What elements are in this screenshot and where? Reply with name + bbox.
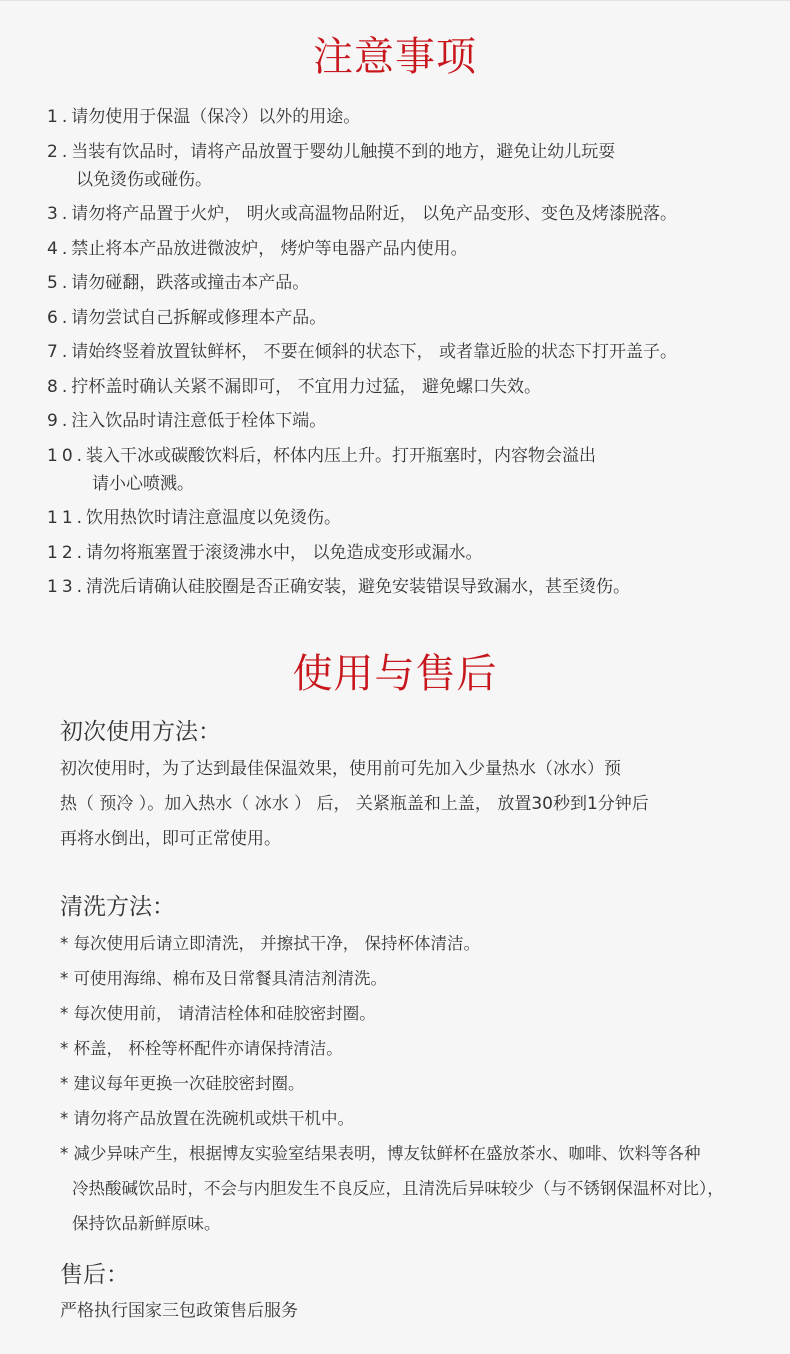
note-text: 请勿使用于保温（保冷）以外的用途。 xyxy=(71,107,361,127)
note-item xyxy=(47,103,777,131)
note-text: 请勿将瓶塞置于滚烫沸水中， 以免造成变形或漏水。 xyxy=(86,542,483,563)
first-use-heading: 初次使用方法： xyxy=(60,719,221,745)
note-item xyxy=(47,304,777,332)
note-text: 请勿碰翻，跌落或撞击本产品。 xyxy=(71,273,310,293)
first-use-line: 再将水倒出，即可正常使用。 xyxy=(60,829,281,849)
note-number: 8. xyxy=(47,376,72,397)
note-number: 6. xyxy=(47,307,72,328)
cleaning-item xyxy=(60,1031,785,1066)
note-text: 请勿将产品置于火炉， 明火或高温物品附近， 以免产品变形、变色及烤漆脱落。 xyxy=(71,204,678,224)
cleaning-text: 每次使用后请立即清洗， 并擦拭干净， 保持杯体清洁。 xyxy=(73,934,480,953)
note-number: 12. xyxy=(47,542,87,563)
first-use-line: 初次使用时，为了达到最佳保温效果，使用前可先加入少量热水（冰水）预 xyxy=(60,759,621,779)
note-number: 9. xyxy=(47,411,72,431)
cleaning-text-continued: 冷热酸碱饮品时，不会与内胆发生不良反应，且清洗后异味较少（与不锈钢保温杯对比）， xyxy=(72,1179,724,1198)
note-text-continued: 请小心喷溅。 xyxy=(92,473,194,494)
note-number: 7. xyxy=(47,342,72,362)
note-item xyxy=(47,138,777,194)
usage-section-title: 使用与售后 xyxy=(292,651,498,697)
cleaning-text: 请勿将产品放置在洗碗机或烘干机中。 xyxy=(73,1109,354,1128)
cleaning-item xyxy=(60,1136,785,1241)
cleaning-text: 杯盖， 杯栓等杯配件亦请保持清洁。 xyxy=(73,1039,343,1058)
bullet-mark: * xyxy=(60,1074,69,1093)
cleaning-list xyxy=(60,926,785,1241)
cleaning-text-continued: 保持饮品新鲜原味。 xyxy=(72,1214,221,1233)
note-text: 饮用热饮时请注意温度以免烫伤。 xyxy=(86,508,342,528)
note-number: 1. xyxy=(47,107,72,127)
bullet-mark: * xyxy=(60,1004,69,1023)
note-item xyxy=(47,407,777,435)
note-item xyxy=(47,269,777,297)
note-number: 4. xyxy=(47,238,72,259)
note-text: 当装有饮品时，请将产品放置于婴幼儿触摸不到的地方，避免让幼儿玩耍 xyxy=(71,141,616,162)
note-text-continued: 以免烫伤或碰伤。 xyxy=(76,169,212,190)
note-number: 10. xyxy=(47,445,87,466)
cleaning-heading: 清洗方法： xyxy=(60,894,175,920)
bullet-mark: * xyxy=(60,934,69,953)
note-text: 拧杯盖时确认关紧不漏即可， 不宜用力过猛， 避免螺口失效。 xyxy=(71,376,542,397)
cleaning-text: 建议每年更换一次硅胶密封圈。 xyxy=(73,1074,305,1093)
first-use-text xyxy=(60,752,780,857)
cleaning-text: 减少异味产生，根据博友实验室结果表明，博友钛鲜杯在盛放茶水、咖啡、饮料等各种 xyxy=(73,1144,701,1163)
note-number: 3. xyxy=(47,204,72,224)
bullet-mark: * xyxy=(60,1144,69,1163)
note-text: 装入干冰或碳酸饮料后，杯体内压上升。打开瓶塞时，内容物会溢出 xyxy=(86,445,597,466)
note-text: 请始终竖着放置钛鲜杯， 不要在倾斜的状态下， 或者靠近脸的状态下打开盖子。 xyxy=(71,342,678,362)
note-item xyxy=(47,504,777,532)
cleaning-item xyxy=(60,1101,785,1136)
cleaning-item xyxy=(60,926,785,961)
notes-list xyxy=(47,103,777,608)
cleaning-text: 可使用海绵、棉布及日常餐具清洁剂清洗。 xyxy=(73,969,387,988)
note-text: 禁止将本产品放进微波炉， 烤炉等电器产品内使用。 xyxy=(71,238,468,259)
bullet-mark: * xyxy=(60,1109,69,1128)
note-item xyxy=(47,338,777,366)
bullet-mark: * xyxy=(60,1039,69,1058)
note-number: 2. xyxy=(47,141,72,162)
note-item xyxy=(47,235,777,263)
cleaning-item xyxy=(60,1066,785,1101)
first-use-line: 热（ 预冷 ）。加入热水（ 冰水 ） 后， 关紧瓶盖和上盖， 放置30秒到1分钟后 xyxy=(60,794,649,814)
after-sales-heading: 售后： xyxy=(60,1262,129,1288)
note-item xyxy=(47,442,777,498)
note-text: 清洗后请确认硅胶圈是否正确安装，避免安装错误导致漏水，甚至烫伤。 xyxy=(86,577,631,597)
bullet-mark: * xyxy=(60,969,69,988)
cleaning-item xyxy=(60,961,785,996)
note-number: 11. xyxy=(47,508,87,528)
notes-section-title: 注意事项 xyxy=(313,34,477,80)
note-text: 请勿尝试自己拆解或修理本产品。 xyxy=(71,307,327,328)
note-item xyxy=(47,373,777,401)
cleaning-item xyxy=(60,996,785,1031)
note-item xyxy=(47,539,777,567)
top-divider xyxy=(0,0,790,1)
note-item xyxy=(47,200,777,228)
note-text: 注入饮品时请注意低于栓体下端。 xyxy=(71,411,327,431)
note-number: 13. xyxy=(47,577,87,597)
note-item xyxy=(47,573,777,601)
note-number: 5. xyxy=(47,273,72,293)
after-sales-text: 严格执行国家三包政策售后服务 xyxy=(60,1301,298,1321)
cleaning-text: 每次使用前， 请清洁栓体和硅胶密封圈。 xyxy=(73,1004,376,1023)
